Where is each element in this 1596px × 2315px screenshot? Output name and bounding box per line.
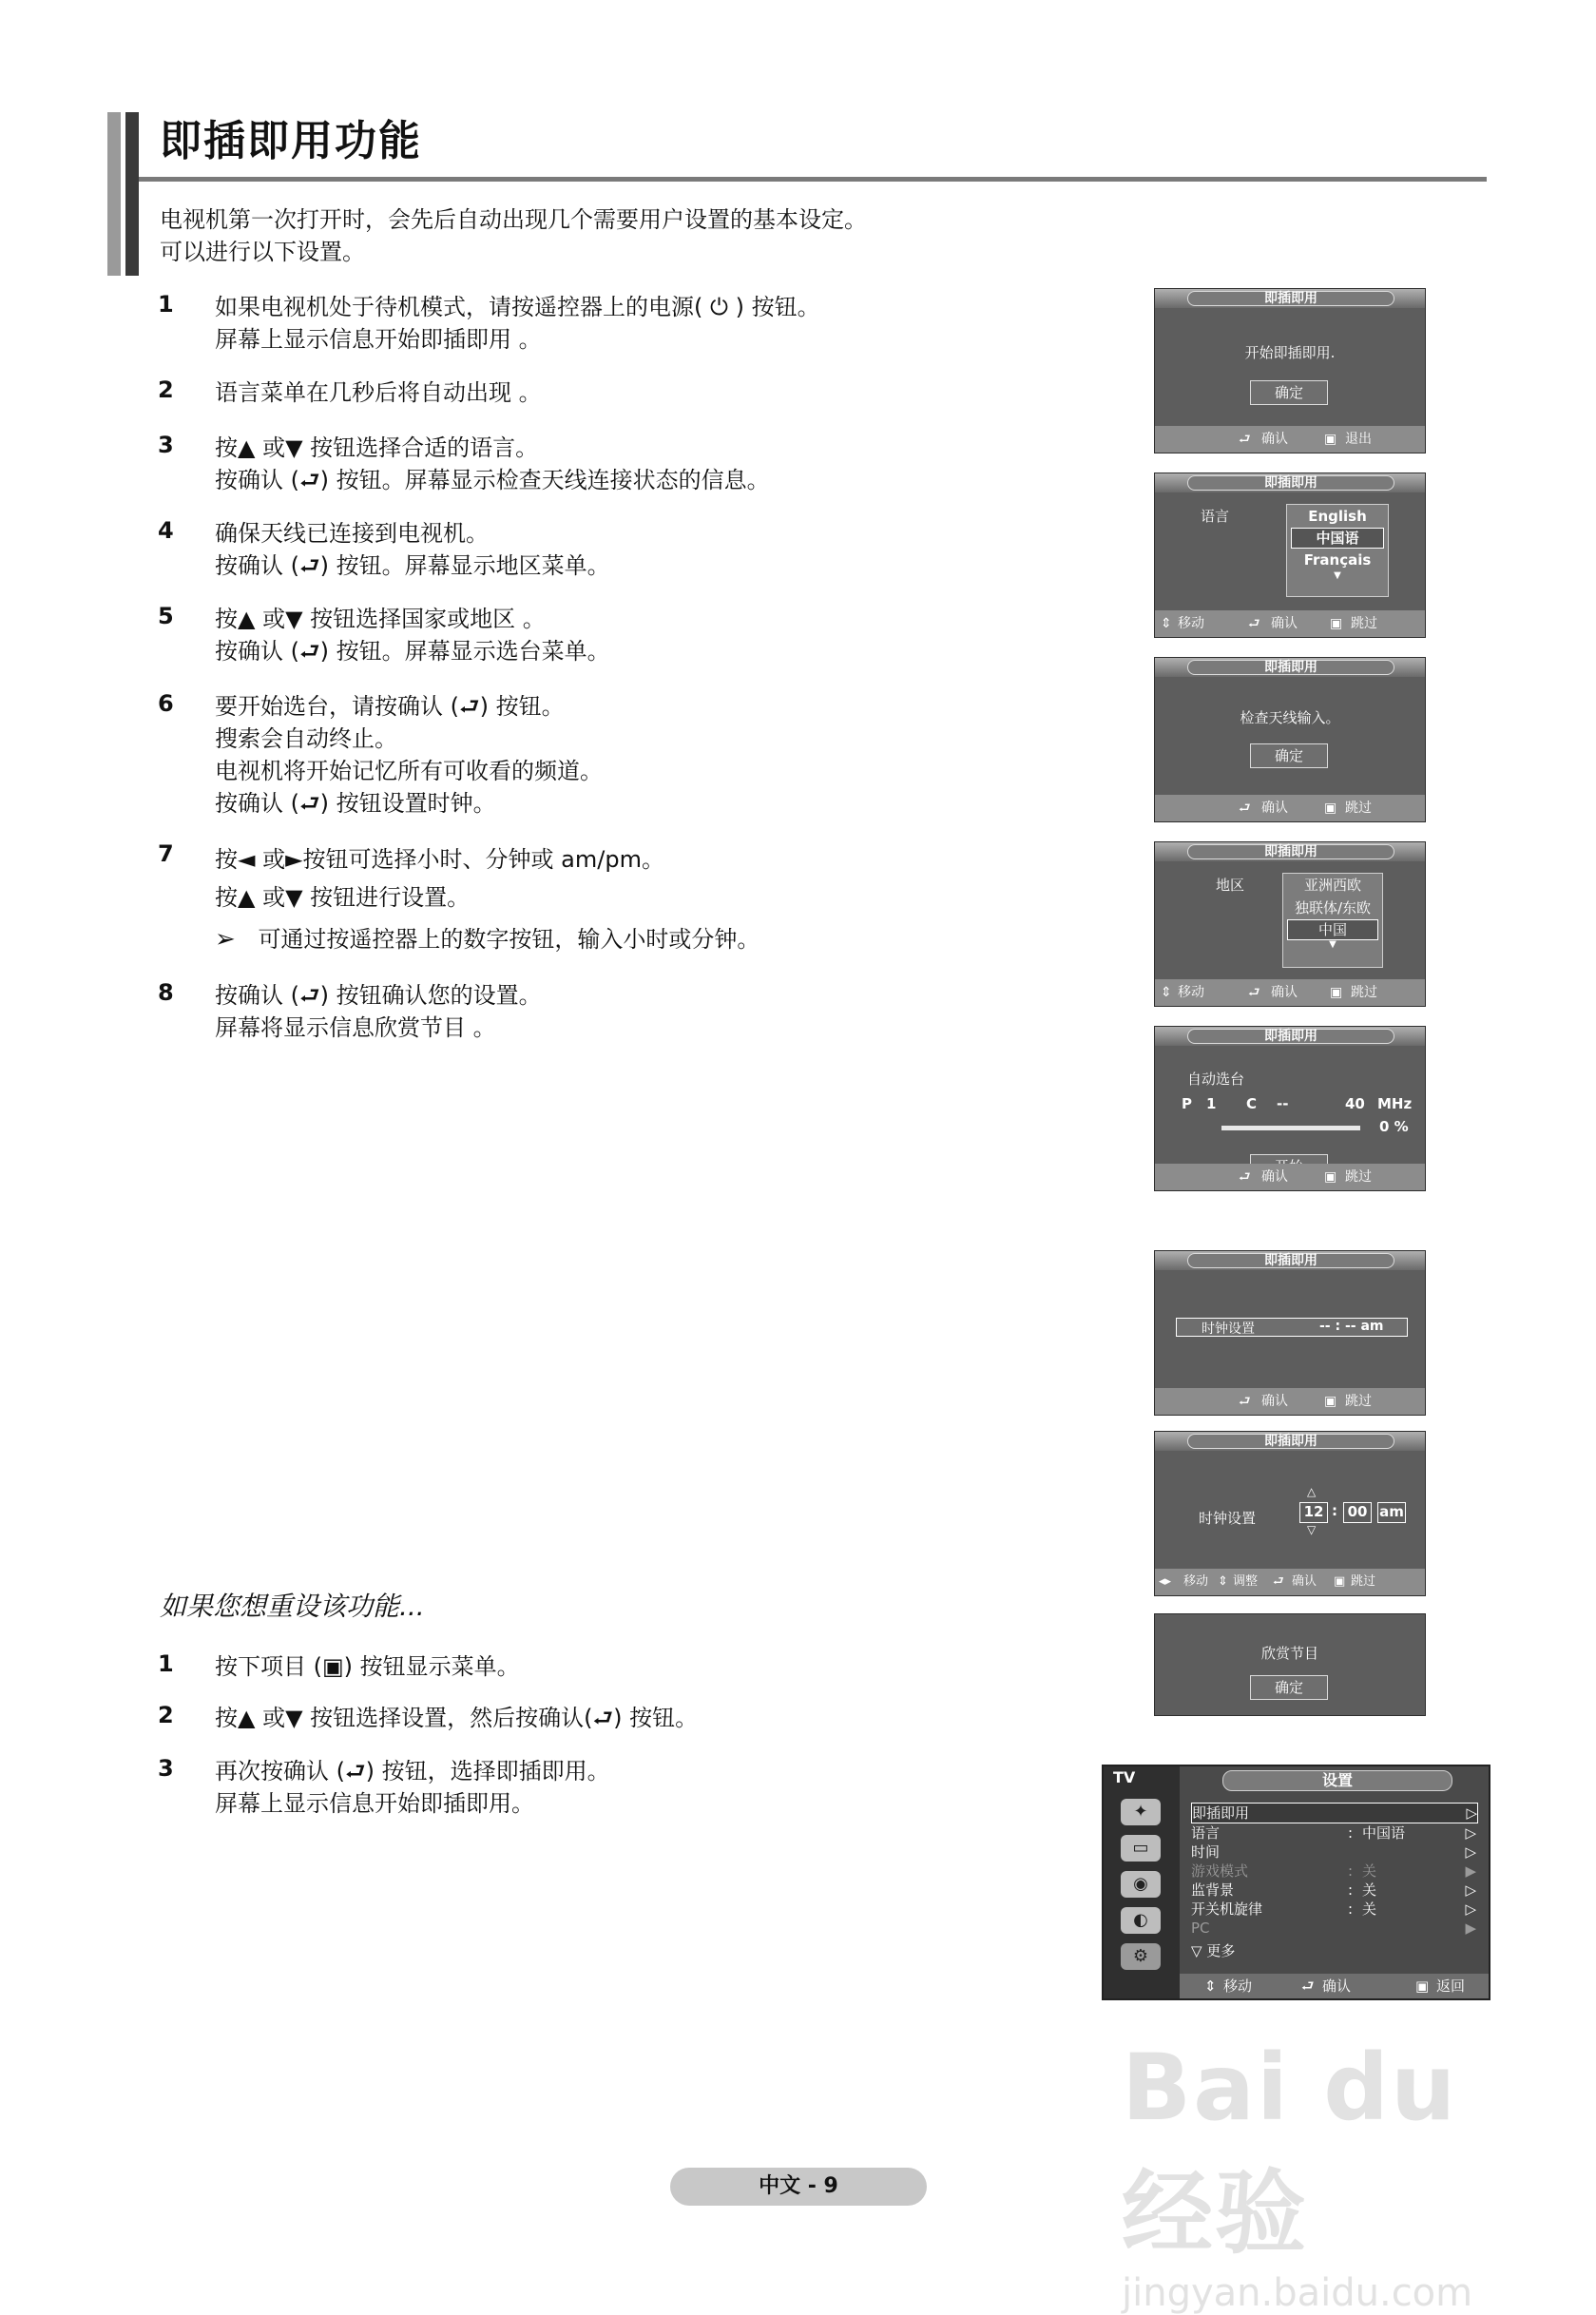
menu-icon: ▣ (1334, 1574, 1346, 1589)
osd-header (1155, 1251, 1425, 1270)
time-separator: : (1332, 1502, 1337, 1519)
step-text (215, 1650, 1165, 1683)
menu-icon: ▣ (1324, 432, 1337, 447)
region-option[interactable]: 亚洲西欧 (1303, 877, 1361, 894)
step-number: 8 (158, 979, 174, 1006)
osd-footer (1155, 1164, 1425, 1190)
up-down-icon: ⇕ (1161, 985, 1172, 1000)
osd-footer (1155, 426, 1425, 453)
osd-panel-language (1154, 473, 1426, 638)
progress-bar (1221, 1126, 1360, 1130)
step-number: 2 (158, 376, 174, 403)
scroll-down-icon[interactable]: ▼ (1329, 939, 1336, 950)
osd-header-title: 即插即用 (1187, 1029, 1394, 1044)
step-number: 3 (158, 432, 174, 458)
antenna-icon[interactable]: ✦ (1121, 1799, 1161, 1825)
osd-foot-label: 跳过 (1345, 1169, 1372, 1185)
step-text (215, 376, 1165, 409)
menu-row-pc (1191, 1919, 1476, 1938)
intro-text (160, 203, 867, 268)
menu-row-value: 关 (1362, 1900, 1377, 1918)
more-label: 更多 (1206, 1942, 1236, 1959)
ampm-field[interactable]: am (1377, 1502, 1406, 1523)
frequency-value: 40 (1345, 1095, 1365, 1112)
progress-percent: 0 % (1379, 1118, 1409, 1135)
osd-message: 开始即插即用. (1244, 344, 1336, 361)
step-line: 按下项目 (▣) 按钮显示菜单。 (215, 1653, 520, 1680)
osd-foot-label: 跳过 (1351, 985, 1377, 1000)
enter-icon: ⮐ (1239, 1394, 1251, 1409)
colon: : (1348, 1881, 1354, 1899)
osd-panel-start (1154, 288, 1426, 453)
colon: : (1348, 1824, 1354, 1842)
menu-icon: ▣ (1415, 1977, 1430, 1995)
step-note (215, 920, 1165, 958)
enter-icon: ⮐ (1239, 432, 1251, 447)
step-text (215, 1755, 1165, 1820)
menu-icon: ▣ (1324, 1169, 1337, 1185)
up-down-icon: ⇕ (1218, 1574, 1228, 1589)
menu-row-blue-screen[interactable] (1191, 1881, 1476, 1900)
ok-button[interactable]: 确定 (1250, 380, 1328, 405)
osd-header-title: 即插即用 (1187, 291, 1394, 306)
note-arrow-icon: ➢ (215, 925, 236, 954)
clock-label: 时钟设置 (1202, 1321, 1255, 1337)
menu-row-label: 游戏模式 (1191, 1862, 1249, 1880)
step-line: 按确认 (⮐) 按钮。屏幕显示地区菜单。 (215, 552, 610, 579)
chevron-right-icon: ▷ (1466, 1804, 1477, 1822)
step-text (215, 1702, 1165, 1734)
menu-row-game-mode (1191, 1862, 1476, 1881)
step-line: 按▲ 或▼ 按钮选择合适的语言。 (215, 434, 539, 461)
language-list[interactable] (1286, 504, 1389, 597)
watermark-url: jingyan.baidu.com (1122, 2271, 1473, 2315)
osd-header (1155, 289, 1425, 308)
menu-foot-label: 确认 (1322, 1977, 1352, 1995)
menu-row-label: 监背景 (1191, 1881, 1235, 1899)
clock-label: 时钟设置 (1199, 1510, 1257, 1527)
osd-header (1155, 842, 1425, 861)
ok-button[interactable]: 确定 (1250, 1675, 1328, 1700)
osd-panel-antenna (1154, 657, 1426, 822)
osd-foot-label: 跳过 (1345, 1394, 1372, 1409)
ok-button[interactable]: 确定 (1250, 743, 1328, 768)
step-line: 搜索会自动终止。 (215, 725, 397, 752)
more-row (1191, 1941, 1235, 1960)
left-right-icon: ◂▸ (1159, 1574, 1172, 1589)
settings-menu (1102, 1765, 1490, 2000)
osd-foot-label: 确认 (1261, 432, 1288, 447)
step-line: 按◄ 或►按钮可选择小时、分钟或 am/pm。 (215, 846, 664, 873)
step-text (215, 603, 1165, 667)
colon: : (1348, 1862, 1354, 1880)
osd-footer (1155, 979, 1425, 1006)
title-accent-bar-dark (125, 112, 139, 276)
osd-foot-label: 移动 (1178, 616, 1204, 631)
osd-header-title: 即插即用 (1187, 475, 1394, 491)
menu-row-language[interactable] (1191, 1823, 1476, 1842)
step-line: 如果电视机处于待机模式，请按遥控器上的电源( ⏻ ) 按钮。 (215, 294, 820, 320)
osd-footer (1155, 1388, 1425, 1415)
osd-header-title: 即插即用 (1187, 844, 1394, 859)
step-line: 按确认 (⮐) 按钮确认您的设置。 (215, 982, 542, 1009)
menu-row-label: 即插即用 (1192, 1804, 1250, 1822)
region-list[interactable] (1282, 873, 1383, 968)
minute-field[interactable]: 00 (1343, 1502, 1372, 1523)
step-text (215, 517, 1165, 582)
chevron-right-icon: ▷ (1465, 1881, 1476, 1899)
osd-foot-label: 调整 (1233, 1574, 1259, 1589)
menu-icon: ▣ (1330, 985, 1343, 1000)
osd-header-title: 即插即用 (1187, 1253, 1394, 1268)
menu-title: 设置 (1222, 1770, 1452, 1791)
language-label: 语言 (1201, 508, 1230, 525)
menu-row-label: PC (1191, 1920, 1210, 1937)
enter-icon: ⮐ (1239, 801, 1251, 816)
osd-panel-autostore (1154, 1026, 1426, 1191)
osd-header-title: 即插即用 (1187, 660, 1394, 675)
osd-header-title: 即插即用 (1187, 1434, 1394, 1449)
language-option[interactable]: Français (1303, 551, 1372, 569)
clock-value[interactable]: -- : -- am (1319, 1319, 1384, 1334)
osd-panel-clock (1154, 1250, 1426, 1416)
title-accent-bar-light (107, 112, 121, 276)
step-line: 按确认 (⮐) 按钮设置时钟。 (215, 790, 496, 817)
step-line: 要开始选台，请按确认 (⮐) 按钮。 (215, 693, 565, 720)
sound-icon[interactable]: ◉ (1121, 1871, 1161, 1898)
program-number: 1 (1206, 1095, 1217, 1112)
gear-icon[interactable]: ⚙ (1121, 1943, 1161, 1970)
channel-icon[interactable]: ◐ (1121, 1907, 1161, 1934)
menu-foot-label: 返回 (1436, 1977, 1466, 1995)
osd-panel-enjoy (1154, 1613, 1426, 1716)
step-text (215, 979, 1165, 1044)
enter-icon: ⮐ (1248, 985, 1260, 1000)
step-number: 1 (158, 1650, 174, 1677)
osd-header (1155, 1432, 1425, 1451)
step-number: 4 (158, 517, 174, 544)
step-number: 5 (158, 603, 174, 629)
tv-label: TV (1113, 1768, 1136, 1786)
osd-header (1155, 1027, 1425, 1046)
intro-line: 电视机第一次打开时，会先后自动出现几个需要用户设置的基本设定。 (160, 206, 867, 233)
osd-foot-label: 确认 (1292, 1574, 1317, 1589)
osd-panel-clock-edit (1154, 1431, 1426, 1596)
step-line: 语言菜单在几秒后将自动出现 。 (215, 379, 542, 406)
step-number: 7 (158, 840, 174, 867)
osd-foot-label: 移动 (1183, 1574, 1209, 1589)
menu-sidebar (1104, 1766, 1180, 1998)
osd-foot-label: 确认 (1261, 1169, 1288, 1185)
scroll-down-icon[interactable]: ▼ (1334, 570, 1341, 581)
step-line: 按▲ 或▼ 按钮选择国家或地区 。 (215, 606, 546, 632)
region-option-selected[interactable]: 中国 (1287, 919, 1378, 940)
up-down-icon: ⇕ (1204, 1977, 1217, 1995)
step-line: 屏幕上显示信息开始即插即用。 (215, 1790, 534, 1817)
step-line: 再次按确认 (⮐) 按钮，选择即插即用。 (215, 1758, 610, 1784)
osd-foot-label: 确认 (1261, 1394, 1288, 1409)
chevron-right-icon: ▷ (1465, 1824, 1476, 1842)
osd-foot-label: 确认 (1261, 801, 1288, 816)
osd-footer (1155, 795, 1425, 821)
osd-footer (1155, 1569, 1425, 1595)
osd-message: 检查天线输入。 (1240, 709, 1340, 726)
step-text (215, 690, 1165, 820)
watermark-logo-text: Bai du 经验 (1122, 2035, 1458, 2267)
intro-line: 可以进行以下设置。 (160, 239, 365, 265)
program-label: P (1182, 1095, 1192, 1112)
menu-icon: ▣ (1324, 1394, 1337, 1409)
osd-message: 欣赏节目 (1260, 1645, 1318, 1662)
osd-foot-label: 移动 (1178, 985, 1204, 1000)
step-line: 电视机将开始记忆所有可收看的频道。 (215, 758, 603, 784)
frequency-unit: MHz (1377, 1095, 1413, 1112)
step-line: 按确认 (⮐) 按钮。屏幕显示检查天线连接状态的信息。 (215, 467, 770, 493)
osd-foot-label: 确认 (1271, 985, 1298, 1000)
step-text (215, 432, 1165, 496)
step-line: 屏幕将显示信息欣赏节目 。 (215, 1014, 496, 1041)
menu-row-label: 时间 (1191, 1843, 1221, 1861)
enter-icon: ⮐ (1273, 1574, 1284, 1589)
menu-row-value: 关 (1362, 1862, 1377, 1880)
autostore-title: 自动选台 (1187, 1071, 1245, 1088)
watermark (1122, 2035, 1521, 2315)
up-down-icon: ⇕ (1161, 616, 1172, 631)
down-arrow-icon[interactable]: ▽ (1307, 1523, 1317, 1536)
menu-icon: ▣ (1324, 801, 1337, 816)
language-option[interactable]: English (1308, 508, 1367, 525)
channel-number: -- (1277, 1095, 1289, 1112)
reset-section-title: 如果您想重设该功能... (160, 1591, 425, 1622)
menu-footer (1180, 1974, 1489, 1998)
step-number: 1 (158, 291, 174, 318)
region-label: 地区 (1216, 877, 1245, 894)
clock-field[interactable] (1176, 1318, 1408, 1337)
menu-row-time[interactable] (1191, 1842, 1476, 1862)
osd-foot-label: 跳过 (1351, 616, 1377, 631)
menu-row-value: 关 (1362, 1881, 1377, 1899)
region-option[interactable]: 独联体/东欧 (1294, 899, 1372, 916)
step-line: 确保天线已连接到电视机。 (215, 520, 489, 547)
step-text (215, 840, 1165, 958)
hour-field[interactable]: 12 (1299, 1502, 1328, 1523)
osd-foot-label: 跳过 (1351, 1574, 1376, 1589)
chevron-right-icon: ▷ (1465, 1900, 1476, 1918)
page-number: 中文 - 9 (670, 2168, 927, 2206)
menu-row-plug-and-play[interactable] (1191, 1803, 1478, 1823)
menu-row-label: 语言 (1191, 1824, 1221, 1842)
step-text (215, 291, 1165, 356)
note-text: 可通过按遥控器上的数字按钮，输入小时或分钟。 (258, 926, 760, 953)
enter-icon: ⮐ (1301, 1977, 1315, 1995)
channel-label: C (1246, 1095, 1258, 1112)
menu-more[interactable] (1191, 1941, 1476, 1960)
picture-icon[interactable]: ▭ (1121, 1835, 1161, 1862)
osd-foot-label: 退出 (1345, 432, 1372, 447)
language-option-selected[interactable]: 中国语 (1291, 528, 1384, 549)
step-line: 按确认 (⮐) 按钮。屏幕显示选台菜单。 (215, 638, 610, 665)
page-title: 即插即用功能 (160, 117, 422, 165)
chevron-right-icon: ▶ (1465, 1920, 1476, 1937)
enter-icon: ⮐ (1239, 1169, 1251, 1185)
step-line: 屏幕上显示信息开始即插即用 。 (215, 326, 542, 353)
osd-header (1155, 658, 1425, 677)
step-number: 2 (158, 1702, 174, 1728)
step-number: 6 (158, 690, 174, 717)
osd-panel-region (1154, 841, 1426, 1007)
enter-icon: ⮐ (1248, 616, 1260, 631)
osd-foot-label: 跳过 (1345, 801, 1372, 816)
menu-icon: ▣ (1330, 616, 1343, 631)
osd-foot-label: 确认 (1271, 616, 1298, 631)
menu-row-melody[interactable] (1191, 1900, 1476, 1919)
chevron-right-icon: ▷ (1465, 1843, 1476, 1861)
colon: : (1348, 1900, 1354, 1918)
menu-foot-label: 移动 (1223, 1977, 1253, 1995)
menu-row-value: 中国语 (1362, 1824, 1406, 1842)
step-number: 3 (158, 1755, 174, 1782)
step-line: 按▲ 或▼ 按钮进行设置。 (215, 884, 471, 911)
step-line: 按▲ 或▼ 按钮选择设置，然后按确认(⮐) 按钮。 (215, 1705, 699, 1731)
osd-footer (1155, 610, 1425, 637)
chevron-right-icon: ▶ (1465, 1862, 1476, 1880)
up-arrow-icon[interactable]: △ (1307, 1485, 1317, 1498)
title-rule (139, 177, 1487, 182)
osd-header (1155, 473, 1425, 492)
chevron-down-icon: ▽ (1191, 1942, 1202, 1959)
menu-row-label: 开关机旋律 (1191, 1900, 1263, 1918)
